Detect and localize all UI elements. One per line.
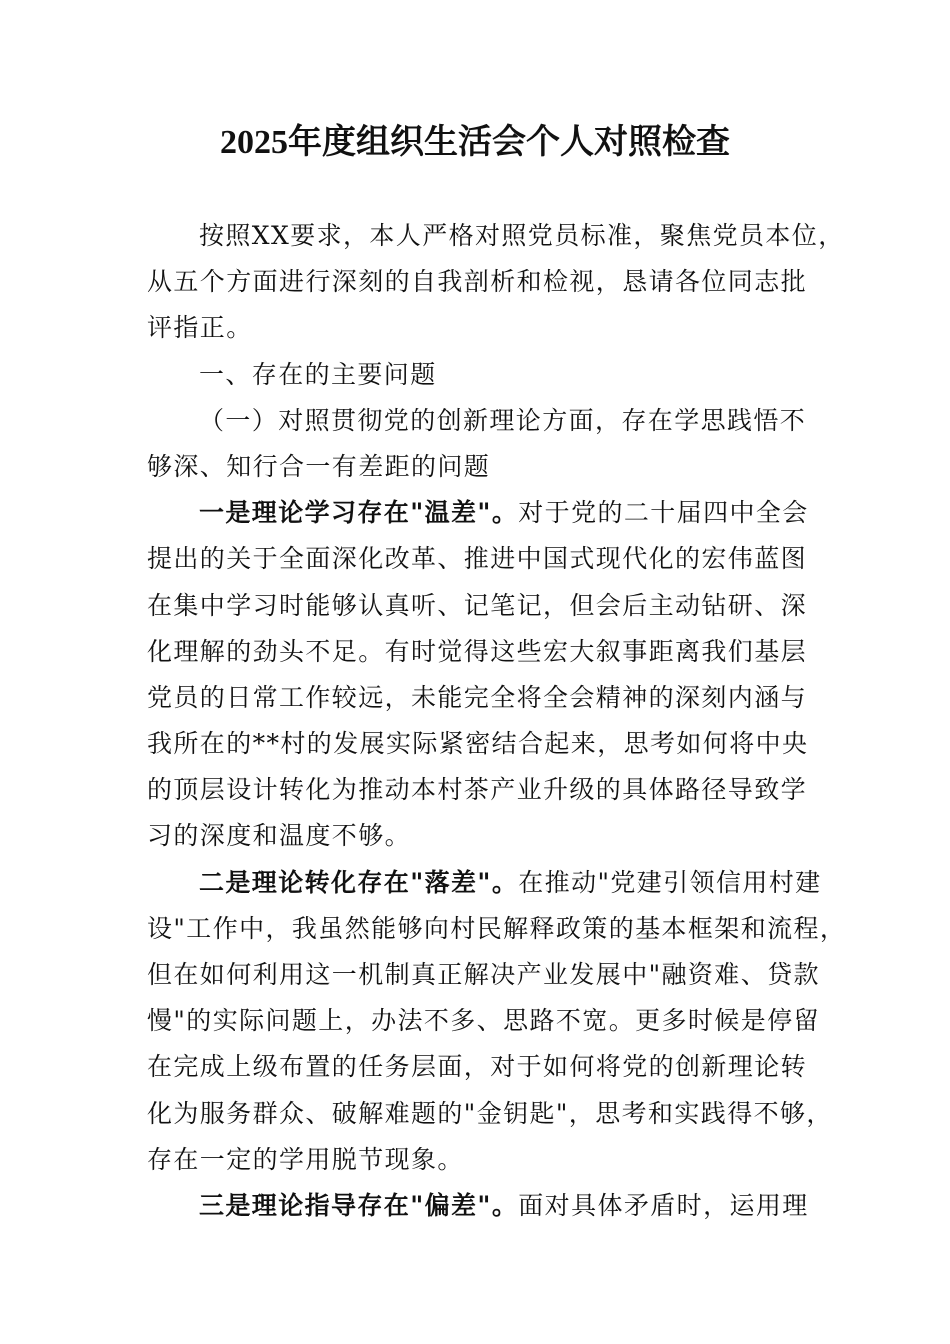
paragraph-3 xyxy=(147,1183,827,1229)
text-line: 从五个方面进行深刻的自我剖析和检视，恳请各位同志批 xyxy=(147,267,808,297)
text-line: 设"工作中，我虽然能够向村民解释政策的基本框架和流程， xyxy=(147,913,847,943)
text-line: 党员的日常工作较远，未能完全将全会精神的深刻内涵与 xyxy=(147,682,808,712)
document-title: 2025年度组织生活会个人对照检查 xyxy=(220,124,730,161)
text-line: 化为服务群众、破解难题的"金钥匙"，思考和实践得不够， xyxy=(147,1098,833,1128)
text-line xyxy=(147,860,827,906)
paragraph-text: 对于党的二十届四中全会 xyxy=(518,498,809,528)
text-line: 我所在的**村的发展实际紧密结合起来，思考如何将中央 xyxy=(147,729,809,759)
text-line: 按照XX要求，本人严格对照党员标准，聚焦党员本位， xyxy=(199,221,845,250)
text-line: 存在一定的学用脱节现象。 xyxy=(147,1144,464,1174)
paragraph-text: 在推动"党建引领信用村建 xyxy=(518,867,822,897)
section-heading: 一、存在的主要问题 xyxy=(199,359,437,389)
paragraph-lead: 三是理论指导存在"偏差"。 xyxy=(199,1190,519,1220)
paragraph-lead: 一是理论学习存在"温差"。 xyxy=(199,498,519,528)
paragraph-lead: 二是理论转化存在"落差"。 xyxy=(199,867,519,897)
intro-paragraph xyxy=(147,213,845,352)
text-line: （一）对照贯彻党的创新理论方面，存在学思践悟不 xyxy=(199,405,807,435)
text-line: 在集中学习时能够认真听、记笔记，但会后主动钻研、深 xyxy=(147,590,808,620)
paragraph-2 xyxy=(147,860,847,1183)
text-line: 评指正。 xyxy=(147,313,253,343)
paragraph-text: 面对具体矛盾时，运用理 xyxy=(518,1190,809,1220)
text-line: 够深、知行合一有差距的问题 xyxy=(147,451,491,481)
text-line: 在完成上级布置的任务层面，对于如何将党的创新理论转 xyxy=(147,1052,808,1082)
text-line: 化理解的劲头不足。有时觉得这些宏大叙事距离我们基层 xyxy=(147,636,808,666)
text-line: 的顶层设计转化为推动本村茶产业升级的具体路径导致学 xyxy=(147,775,808,805)
text-line: 慢"的实际问题上，办法不多、思路不宽。更多时候是停留 xyxy=(147,1006,820,1036)
text-line: 提出的关于全面深化改革、推进中国式现代化的宏伟蓝图 xyxy=(147,544,808,574)
paragraph-1 xyxy=(147,490,827,860)
document-body xyxy=(147,213,847,1229)
text-line xyxy=(147,1183,827,1229)
text-line: 习的深度和温度不够。 xyxy=(147,821,412,851)
subsection-heading xyxy=(147,398,827,490)
text-line xyxy=(147,490,827,536)
text-line: 但在如何利用这一机制真正解决产业发展中"融资难、贷款 xyxy=(147,960,820,989)
